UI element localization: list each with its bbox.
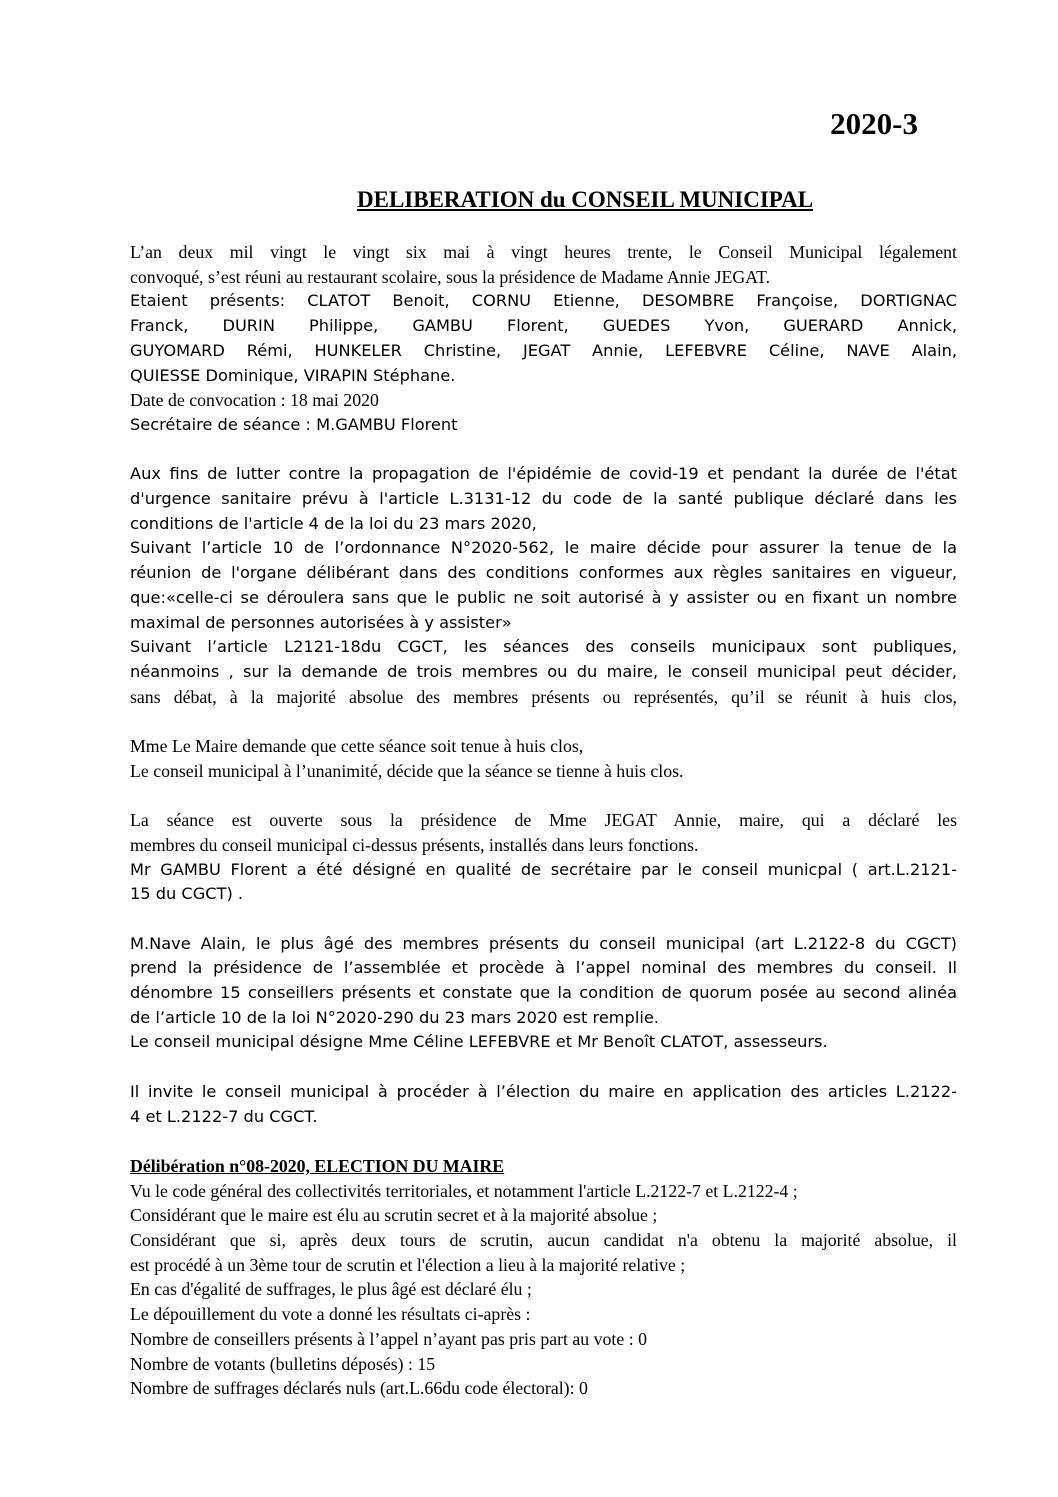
opening-line: La séance est ouverte sous la présidence de Mme JEGAT Annie, maire, qui a déclaré les	[130, 810, 957, 831]
presidency-paragraph	[130, 932, 957, 1056]
convocation-date: Date de convocation : 18 mai 2020	[130, 390, 379, 411]
huis-clos-line: Mme Le Maire demande que cette séance soit tenue à huis clos,	[130, 736, 584, 757]
attendance-line: Etaient présents: CLATOT Benoit, CORNU Etienne, DESOMBRE Françoise, DORTIGNAC	[130, 291, 957, 311]
vote-result-line: Nombre de votants (bulletins déposés) : 15	[130, 1353, 436, 1374]
opening-line: 15 du CGCT) .	[130, 884, 244, 904]
vote-result-line: Nombre de suffrages déclarés nuls (art.L.66du code électoral): 0	[130, 1378, 588, 1399]
presidency-line: de l’article 10 de la loi N°2020-290 du 23 mars 2020 est remplie.	[130, 1007, 659, 1027]
context-line: Suivant l’article 10 de l’ordonnance N°2020-562, le maire décide pour assurer la tenue de la	[130, 538, 957, 558]
deliberation-line: Le dépouillement du vote a donné les résultats ci-après :	[130, 1304, 531, 1325]
deliberation-heading: Délibération n°08-2020, ELECTION DU MAIRE	[130, 1155, 505, 1176]
context-line: maximal de personnes autorisées à y assister»	[130, 612, 512, 632]
invite-line: 4 et L.2122-7 du CGCT.	[130, 1106, 318, 1126]
context-line: Aux fins de lutter contre la propagation de l'épidémie de covid-19 et pendant la durée de l'état	[130, 464, 957, 484]
vote-result-line: Nombre de conseillers présents à l’appel n’ayant pas pris part au vote : 0	[130, 1328, 647, 1349]
context-line: conditions de l'article 4 de la loi du 23 mars 2020,	[130, 513, 537, 533]
session-secretary: Secrétaire de séance : M.GAMBU Florent	[130, 414, 458, 434]
presidency-line: dénombre 15 conseillers présents et constate que la condition de quorum posée au second alinéa	[130, 983, 957, 1003]
presidency-line: M.Nave Alain, le plus âgé des membres présents du conseil municipal (art L.2122-8 du CGCT)	[130, 933, 957, 953]
intro-line: convoqué, s’est réuni au restaurant scolaire, sous la présidence de Madame Annie JEGAT.	[130, 266, 771, 287]
context-line: réunion de l'organe délibérant dans des conditions conformes aux règles sanitaires en vigueur,	[130, 563, 957, 583]
context-paragraph	[130, 462, 957, 709]
deliberation-number: 2020-3	[830, 106, 918, 141]
deliberation-line: est procédé à un 3ème tour de scrutin et l'élection a lieu à la majorité relative ;	[130, 1254, 686, 1275]
deliberation-line: Vu le code général des collectivités territoriales, et notamment l'article L.2122-7 et L.2122-4 ;	[130, 1180, 798, 1201]
intro-line: L’an deux mil vingt le vingt six mai à vingt heures trente, le Conseil Municipal légalement	[130, 242, 957, 262]
deliberation-line: Considérant que si, après deux tours de scrutin, aucun candidat n'a obtenu la majorité absolue, il	[130, 1230, 957, 1251]
invite-line: Il invite le conseil municipal à procéder à l’élection du maire en application des articles L.2122-	[130, 1081, 957, 1101]
context-line: Suivant l’article L2121-18du CGCT, les séances des conseils municipaux sont publiques,	[130, 637, 957, 657]
opening-paragraph	[130, 808, 957, 907]
document-title: DELIBERATION du CONSEIL MUNICIPAL	[357, 187, 814, 212]
attendance-line: QUIESSE Dominique, VIRAPIN Stéphane.	[130, 365, 456, 385]
assessors-line: Le conseil municipal désigne Mme Céline LEFEBVRE et Mr Benoît CLATOT, assesseurs.	[130, 1032, 828, 1052]
context-line: d'urgence sanitaire prévu à l'article L.3131-12 du code de la santé publique déclaré dans les	[130, 489, 957, 509]
invite-paragraph	[130, 1080, 957, 1129]
attendance-line: GUYOMARD Rémi, HUNKELER Christine, JEGAT Annie, LEFEBVRE Céline, NAVE Alain,	[130, 340, 957, 360]
intro-paragraph	[130, 240, 957, 438]
deliberation-line: Considérant que le maire est élu au scrutin secret et à la majorité absolue ;	[130, 1205, 658, 1226]
huis-clos-line: Le conseil municipal à l’unanimité, décide que la séance se tienne à huis clos.	[130, 760, 684, 781]
context-line: que:«celle-ci se déroulera sans que le public ne soit autorisé à y assister ou en fixant un nombre	[130, 587, 957, 607]
opening-line: membres du conseil municipal ci-dessus présents, installés dans leurs fonctions.	[130, 834, 699, 855]
opening-line: Mr GAMBU Florent a été désigné en qualité de secrétaire par le conseil municpal ( art.L.2121-	[130, 859, 957, 879]
deliberation-line: En cas d'égalité de suffrages, le plus âgé est déclaré élu ;	[130, 1279, 532, 1300]
context-line: sans débat, à la majorité absolue des membres présents ou représentés, qu’il se réunit à huis clos,	[130, 686, 957, 707]
context-line: néanmoins , sur la demande de trois membres ou du maire, le conseil municipal peut décider,	[130, 661, 957, 681]
presidency-line: prend la présidence de l’assemblée et procède à l’appel nominal des membres du conseil. Il	[130, 958, 957, 978]
huis-clos-paragraph	[130, 734, 957, 783]
deliberation-section	[130, 1154, 957, 1401]
attendance-line: Franck, DURIN Philippe, GAMBU Florent, GUEDES Yvon, GUERARD Annick,	[130, 316, 957, 336]
document-body	[130, 240, 957, 1401]
